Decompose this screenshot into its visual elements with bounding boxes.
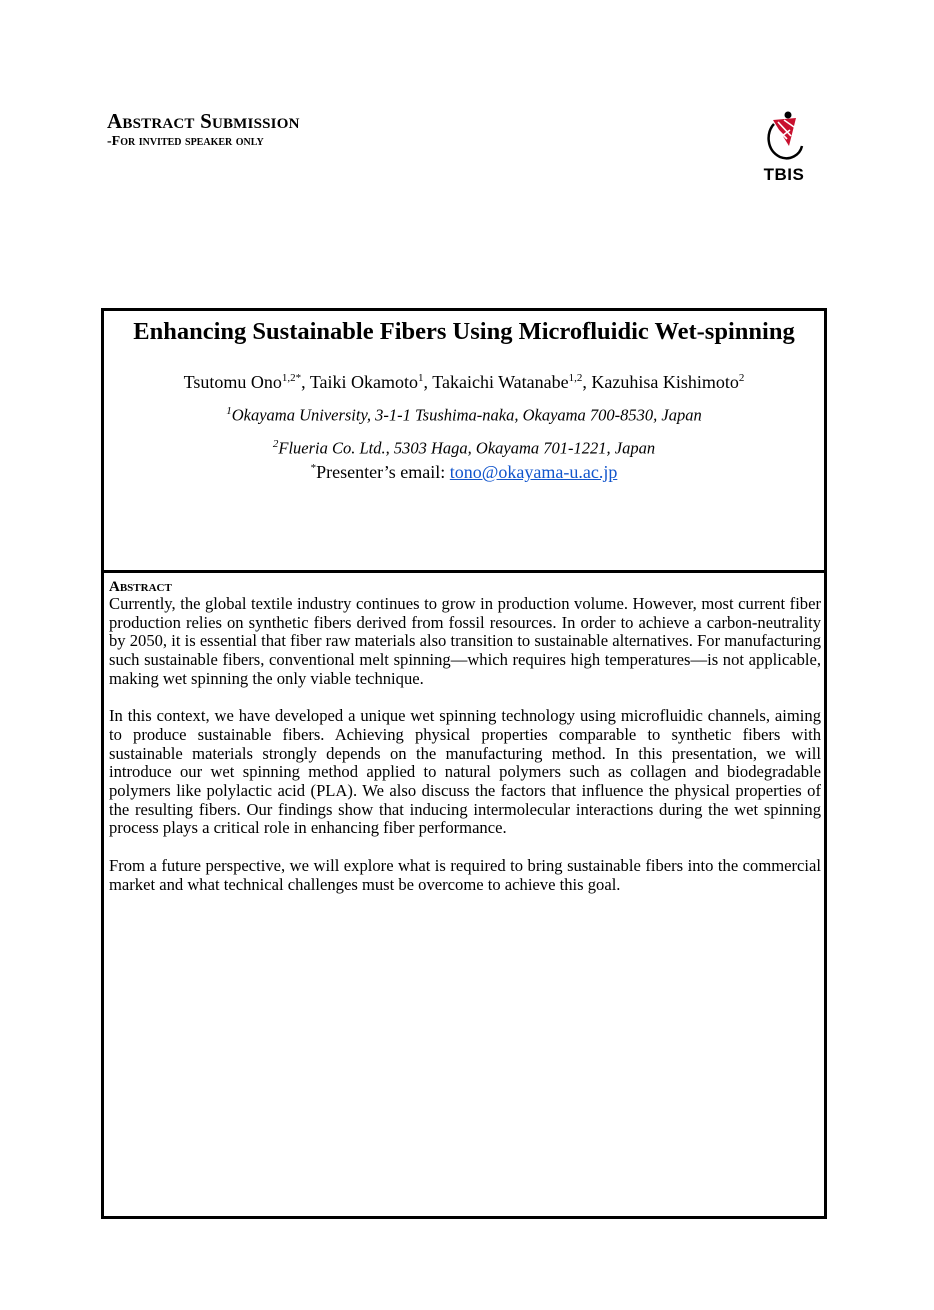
author-name: Kazuhisa Kishimoto (591, 372, 739, 392)
author-name: Tsutomu Ono (183, 372, 282, 392)
abstract-paragraph: From a future perspective, we will explore what is required to bring sustainable fibers into the commercial market and what technical challenges must be overcome to achieve this goal. (109, 855, 821, 894)
presenter-email-label: Presenter’s email: (316, 462, 450, 482)
affiliation (104, 434, 824, 459)
affiliation-superscript: 2 (272, 437, 279, 450)
affiliation-text: Okayama University, 3-1-1 Tsushima-naka, Okayama 700-8530, Japan (231, 405, 702, 425)
tbis-logo (752, 110, 816, 190)
author-separator: , (582, 372, 592, 392)
author-name: Takaichi Watanabe (432, 372, 569, 392)
tbis-logo-icon (760, 110, 808, 162)
author-name: Taiki Okamoto (309, 372, 419, 392)
logo-text: TBIS (763, 165, 805, 184)
author-separator: , (423, 372, 433, 392)
affiliation-text: Flueria Co. Ltd., 5303 Haga, Okayama 701-1221, Japan (278, 438, 656, 457)
presenter-email-link[interactable]: tono@okayama-u.ac.jp (449, 462, 618, 482)
abstract-heading: Abstract (109, 579, 172, 595)
affiliation-superscript: 1 (226, 405, 232, 417)
affiliation (104, 401, 824, 426)
header-subtitle: -For invited speaker only (107, 134, 264, 149)
title-box (101, 308, 827, 573)
abstract-body (109, 595, 821, 894)
author-superscript: 2 (738, 372, 745, 384)
abstract-paragraph: Currently, the global textile industry continues to grow in production volume. However, most current fiber production relies on synthetic fibers derived from fossil resources. In order to achieve a carbon-neutrality by 2050, it is essential that fiber raw materials also transition to sustainable alternatives. For manufacturing such sustainable fibers, conventional melt spinning—which requires high temperatures—is not applicable, making wet spinning the only viable technique. (109, 594, 821, 688)
header-title: Abstract Submission (107, 109, 300, 133)
presenter-email-line (104, 458, 824, 482)
page-header (107, 108, 300, 150)
author-separator: , (301, 372, 310, 392)
author-superscript: 1 (418, 372, 424, 384)
abstract-box (101, 570, 827, 1219)
presenter-marker: * (310, 462, 317, 474)
author-superscript: 1,2* (281, 372, 302, 384)
author-superscript: 1,2 (568, 372, 583, 384)
abstract-paragraph: In this context, we have developed a unique wet spinning technology using microfluidic channels, aiming to produce sustainable fibers. Achieving physical properties comparable to synthetic fibers with sustainable materials strongly depends on the manufacturing method. In this presentation, we will introduce our wet spinning method applied to natural polymers such as collagen and biodegradable polymers like polylactic acid (PLA). We also discuss the factors that influence the physical properties of the resulting fibers. Our findings show that inducing intermolecular interactions during the wet spinning process plays a critical role in enhancing fiber performance. (109, 706, 821, 838)
paper-title: Enhancing Sustainable Fibers Using Microfluidic Wet-spinning (133, 318, 795, 345)
author-list (104, 367, 824, 393)
